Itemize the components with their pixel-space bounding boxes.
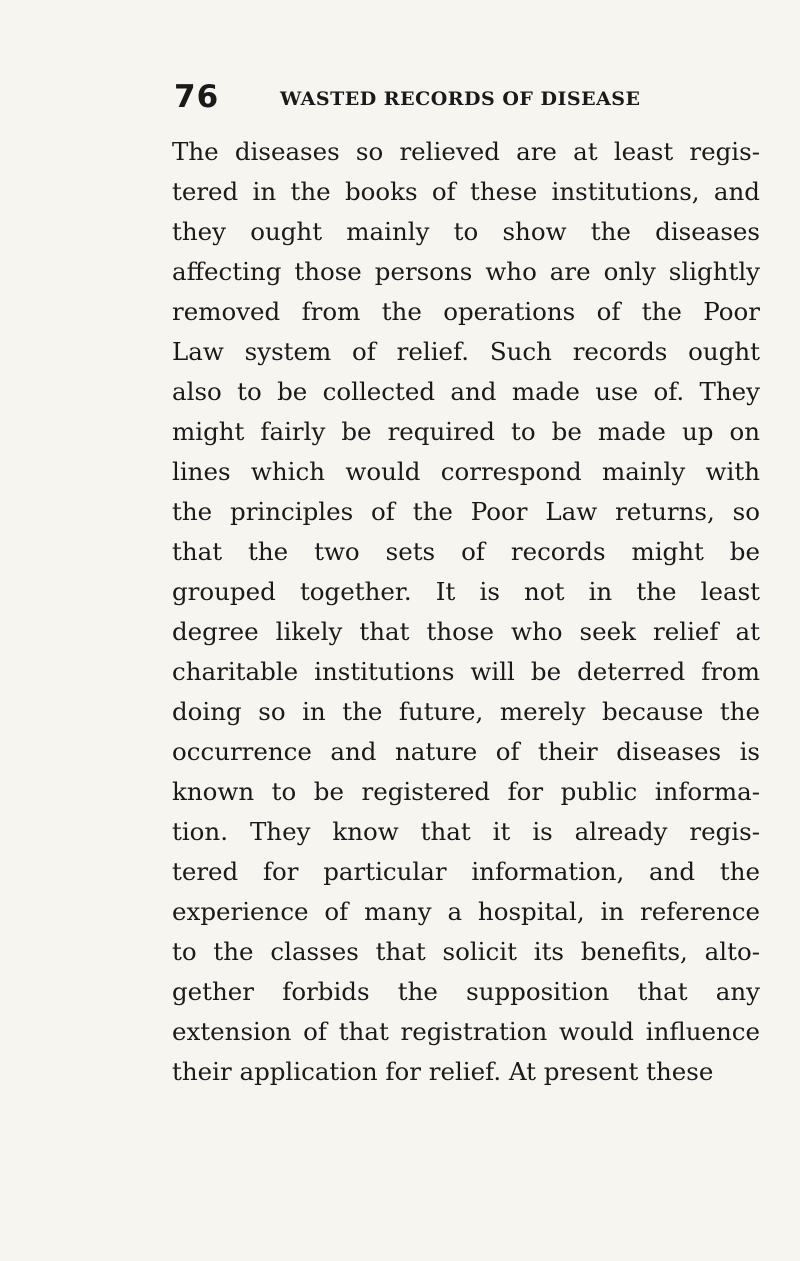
text-line: affecting those persons who are only slightly	[172, 257, 760, 286]
text-line: their application for relief. At present these	[172, 1057, 714, 1086]
text-line: The diseases so relieved are at least regis-	[172, 137, 760, 166]
text-line: tered for particular information, and the	[172, 857, 760, 886]
page-number: 76	[174, 79, 220, 115]
running-title: WASTED RECORDS OF DISEASE	[280, 88, 641, 110]
text-line: charitable institutions will be deterred from	[172, 657, 760, 686]
text-line: they ought mainly to show the diseases	[172, 217, 760, 246]
text-line: tered in the books of these institutions, and	[172, 177, 760, 206]
text-line: doing so in the future, merely because the	[172, 697, 760, 726]
text-line: also to be collected and made use of. They	[172, 377, 760, 406]
text-line: removed from the operations of the Poor	[172, 297, 760, 326]
body-paragraph	[172, 132, 760, 1092]
text-line: that the two sets of records might be	[172, 537, 760, 566]
text-line: Law system of relief. Such records ought	[172, 337, 760, 366]
text-line: degree likely that those who seek relief at	[172, 617, 760, 646]
text-line: lines which would correspond mainly with	[172, 457, 760, 486]
text-line: gether forbids the supposition that any	[172, 977, 760, 1006]
text-line: might fairly be required to be made up on	[172, 417, 760, 446]
text-line: the principles of the Poor Law returns, so	[172, 497, 760, 526]
running-head	[172, 78, 760, 118]
text-line: experience of many a hospital, in reference	[172, 897, 760, 926]
book-page	[172, 78, 760, 1092]
text-line: tion. They know that it is already regis-	[172, 817, 760, 846]
text-line: occurrence and nature of their diseases is	[172, 737, 760, 766]
text-line: grouped together. It is not in the least	[172, 577, 760, 606]
text-line: to the classes that solicit its benefits, alto-	[172, 937, 760, 966]
text-line: known to be registered for public informa-	[172, 777, 760, 806]
text-line: extension of that registration would influence	[172, 1017, 760, 1046]
